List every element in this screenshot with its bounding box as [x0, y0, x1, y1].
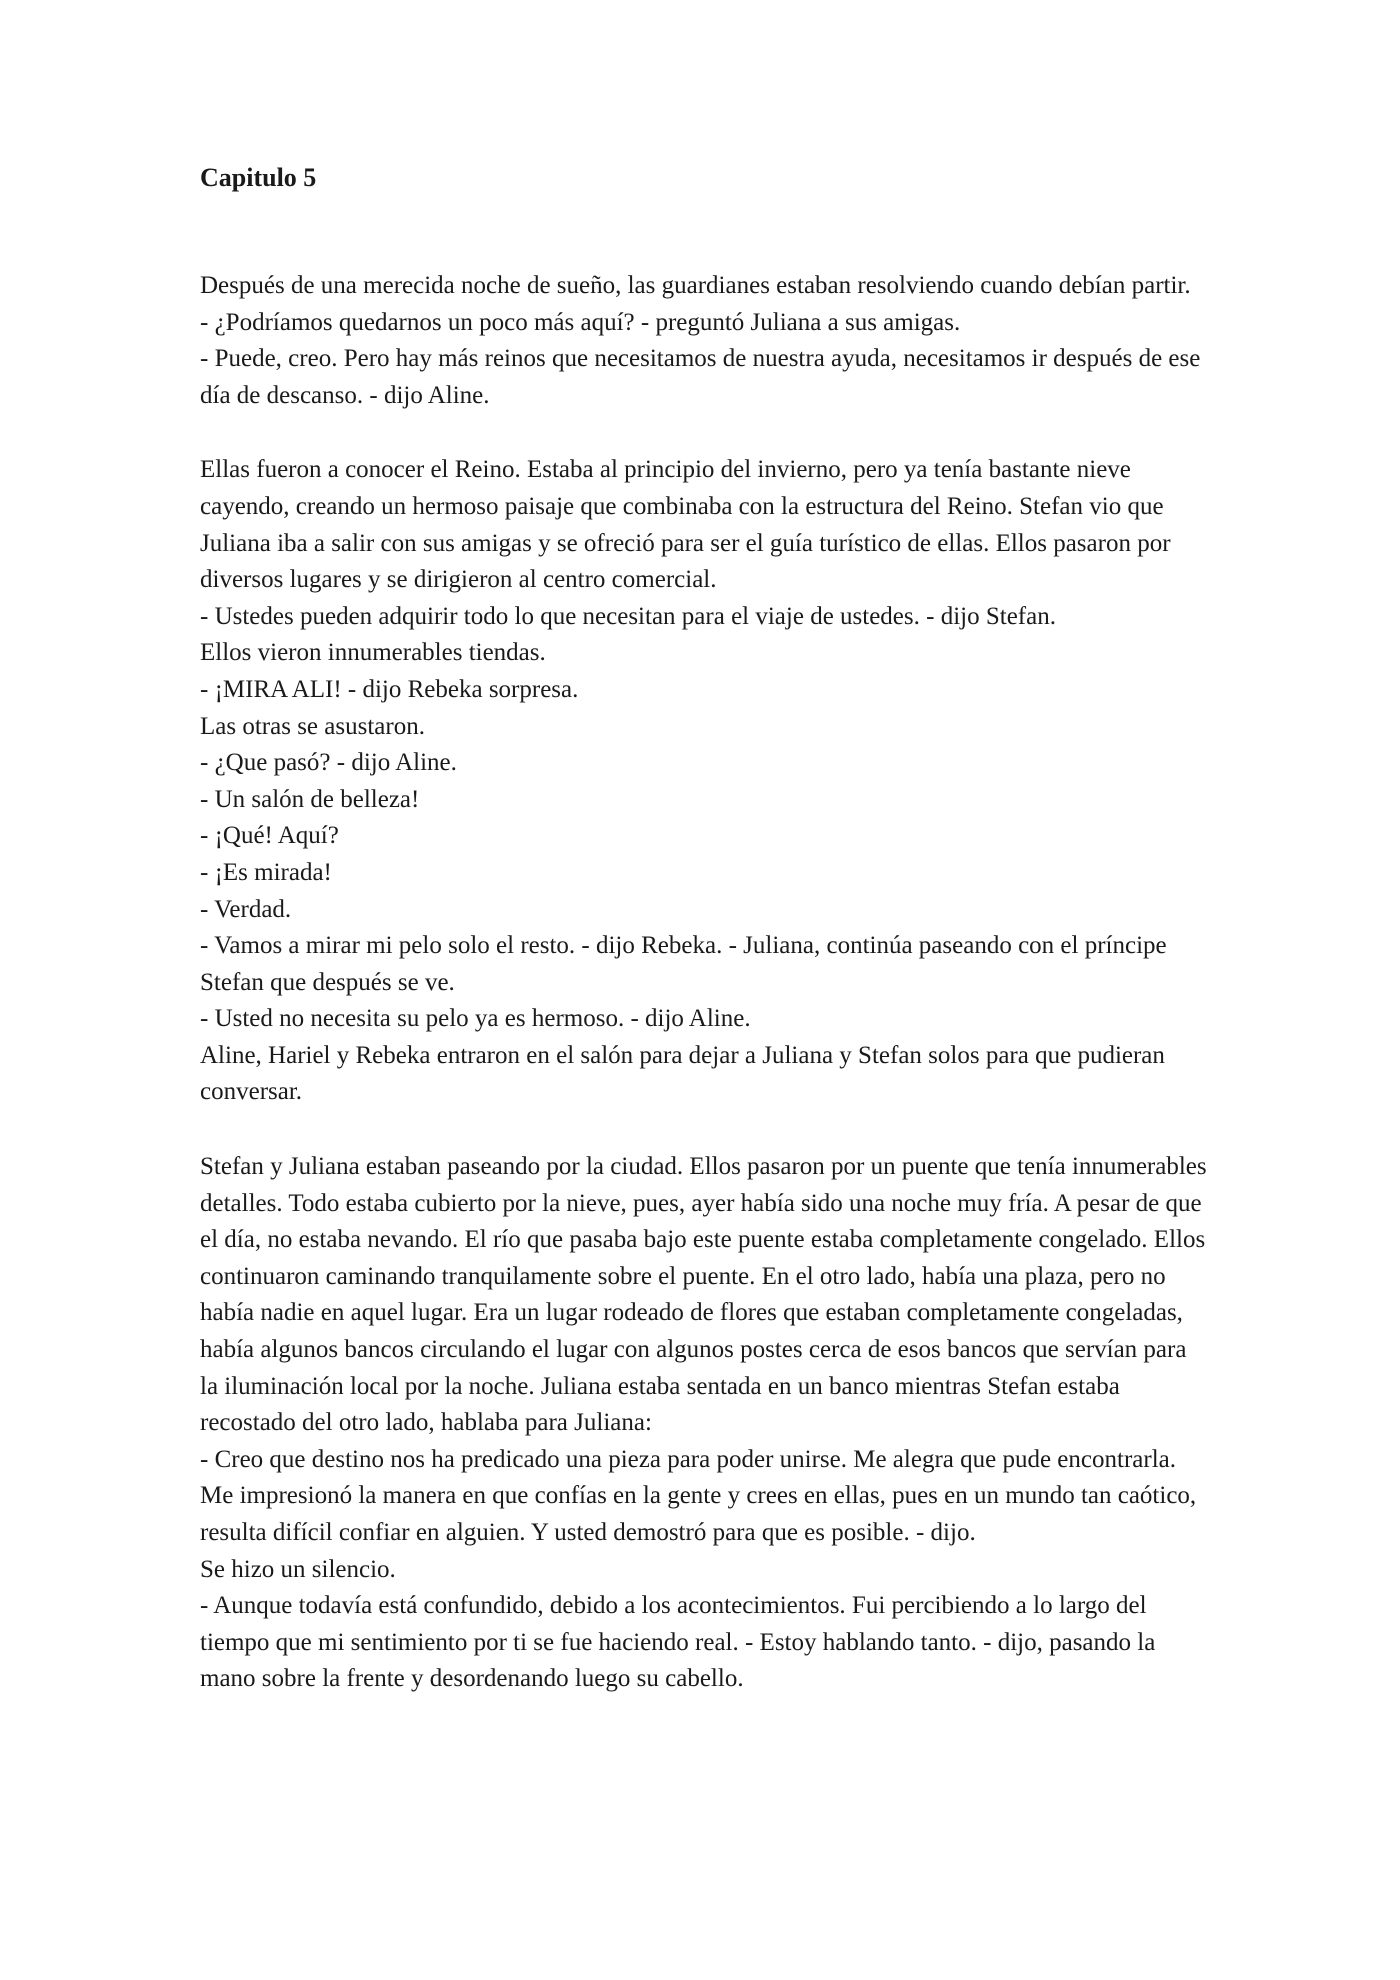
paragraph-departure — [200, 268, 1210, 414]
dialogue-line: - Verdad. — [200, 895, 292, 923]
text-line: Después de una merecida noche de sueño, las guardianes estaban resolviendo cuando debían partir. — [200, 272, 1191, 299]
document-body — [200, 160, 1213, 1736]
dialogue-line: - Puede, creo. Pero hay más reinos que necesitamos de nuestra ayuda, necesitamos ir después de ese día de descanso. - dijo Aline. — [200, 345, 1207, 409]
dialogue-line: - Aunque todavía está confundido, debido a los acontecimientos. Fui percibiendo a lo largo del tiempo que mi sentimiento por ti se fue haciendo real. - Estoy hablando tanto. - dijo, pasando la mano sobre la frente y desordenando luego su cabello. — [200, 1592, 1162, 1693]
chapter-title: Capitulo 5 — [200, 163, 317, 192]
dialogue-line: - Ustedes pueden adquirir todo lo que necesitan para el viaje de ustedes. - dijo Stefan. — [200, 602, 1056, 630]
text-line: Aline, Hariel y Rebeka entraron en el salón para dejar a Juliana y Stefan solos para que pudieran conversar. — [200, 1041, 1172, 1106]
text-line: Ellas fueron a conocer el Reino. Estaba al principio del invierno, pero ya tenía bastante nieve cayendo, creando un hermoso paisaje que combinaba con la estructura del Reino. Stefan vio que Juliana iba a salir con sus amigas y se ofreció para ser el guía turístico de ellas. Ellos pasaron por diversos lugares y se dirigieron al centro comercial. — [200, 456, 1177, 594]
text-line: Las otras se asustaron. — [200, 712, 425, 740]
dialogue-line: - ¡Qué! Aquí? — [200, 822, 339, 850]
dialogue-line: - ¿Podríamos quedarnos un poco más aquí? - preguntó Juliana a sus amigas. — [200, 308, 961, 336]
dialogue-line: - ¡MIRA ALI! - dijo Rebeka sorpresa. — [200, 675, 579, 703]
dialogue-line: - ¿Que pasó? - dijo Aline. — [200, 749, 457, 777]
dialogue-line: - Un salón de belleza! — [200, 785, 420, 813]
text-line: Ellos vieron innumerables tiendas. — [200, 639, 546, 667]
text-line: Se hizo un silencio. — [200, 1555, 396, 1583]
dialogue-line: - Creo que destino nos ha predicado una pieza para poder unirse. Me alegra que pude encontrarla. Me impresionó la manera en que confías en la gente y crees en ellas, pues en un mundo tan caótico, resulta difícil confiar en alguien. Y usted demostró para que es posible. - dijo. — [200, 1445, 1203, 1546]
text-line: Stefan y Juliana estaban paseando por la ciudad. Ellos pasaron por un puente que tenía innumerables detalles. Todo estaba cubierto por la nieve, pues, ayer había sido una noche muy fría. A pesar de que el día, no estaba nevando. El río que pasaba bajo este puente estaba completamente congelado. Ellos continuaron caminando tranquilamente sobre el puente. En el otro lado, había una plaza, pero no había nadie en aquel lugar. Era un lugar rodeado de flores que estaban completamente congeladas, había algunos bancos circulando el lugar con algunos postes cerca de esos bancos que servían para la iluminación local por la noche. Juliana estaba sentada en un banco mientras Stefan estaba recostado del otro lado, hablaba para Juliana: — [200, 1153, 1213, 1437]
dialogue-line: - ¡Es mirada! — [200, 858, 332, 886]
paragraph-bridge-walk — [200, 1149, 1213, 1698]
dialogue-line: - Vamos a mirar mi pelo solo el resto. - dijo Rebeka. - Juliana, continúa paseando con el príncipe Stefan que después se ve. — [200, 932, 1173, 996]
paragraph-kingdom-tour — [200, 452, 1210, 1111]
dialogue-line: - Usted no necesita su pelo ya es hermoso. - dijo Aline. — [200, 1005, 751, 1033]
